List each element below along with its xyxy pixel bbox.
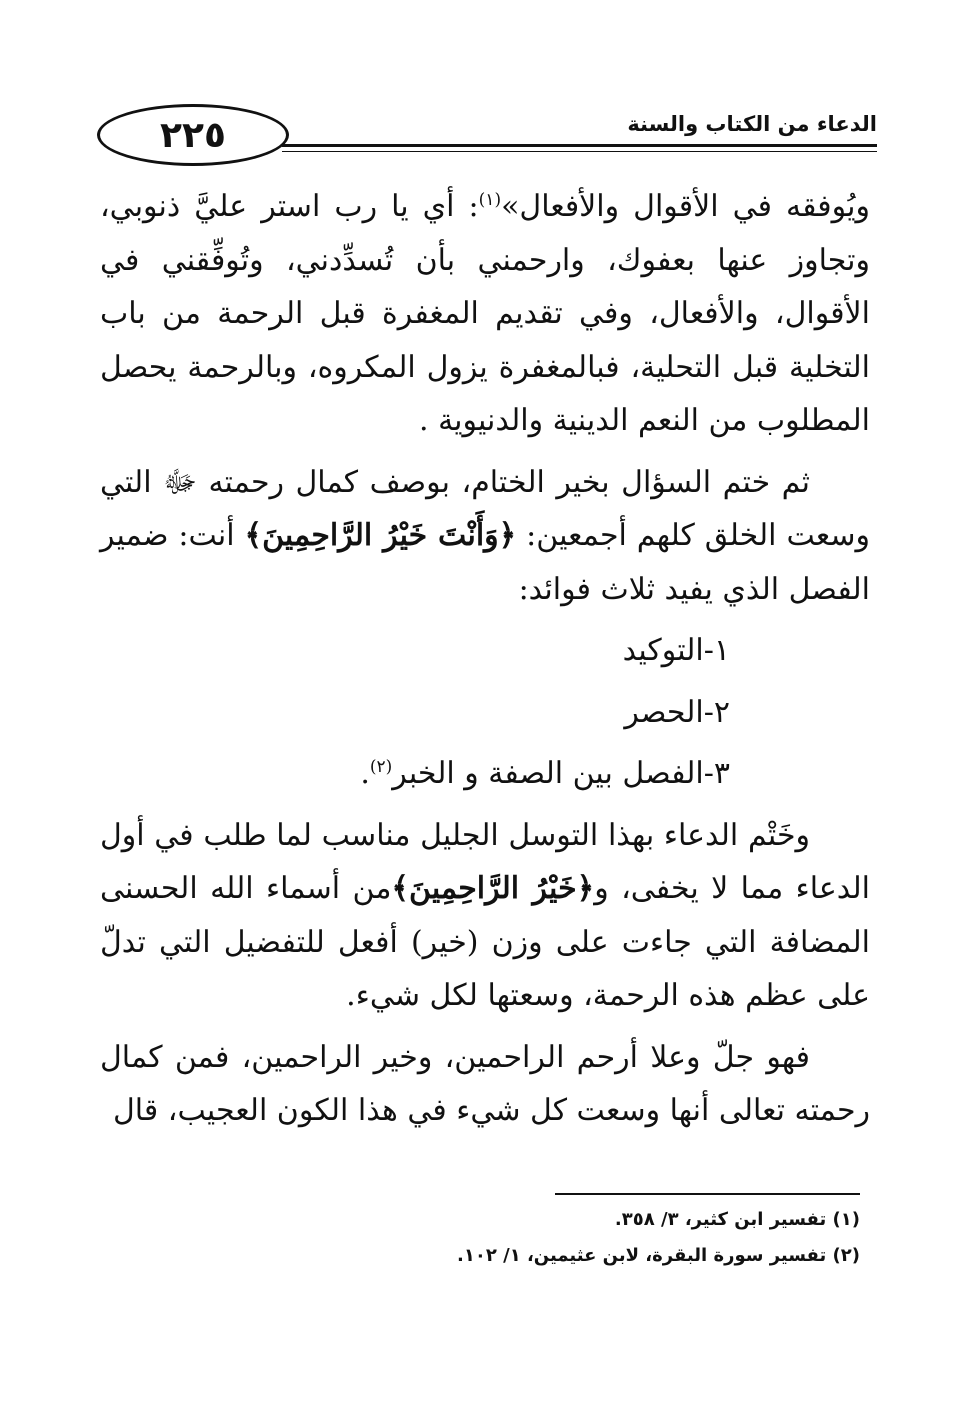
list-item-3 (100, 747, 870, 801)
footnote-ref-2: (٢) (369, 757, 393, 777)
header-rule-thin (282, 151, 877, 152)
header-rule-thick (282, 144, 877, 147)
paragraph-4: فهو جلّ وعلا أرحم الراحمين، وخير الراحمين، فمن كمال رحمته تعالى أنها وسعت كل شيء في هذا الكون العجيب، قال (100, 1039, 870, 1128)
list-item-1: ١-التوكيد (622, 633, 730, 668)
paragraph-3 (100, 809, 870, 1023)
main-text (100, 180, 870, 1146)
footnote-separator (555, 1193, 860, 1195)
paragraph-2 (100, 456, 870, 617)
footnote-1: (١) تفسير ابن كثير، ٣/ ٣٥٨. (614, 1209, 860, 1230)
paragraph-1 (100, 180, 870, 448)
page-number: ٢٢٥ (97, 104, 289, 166)
list-item-3-end: . (360, 756, 370, 791)
running-title: الدعاء من الكتاب والسنة (627, 112, 877, 136)
footnotes (100, 1202, 860, 1274)
footnote-2: (٢) تفسير سورة البقرة، لابن عثيمين، ١/ ١٠٢. (457, 1245, 860, 1266)
quran-verse-1: ﴿وَأَنْتَ خَيْرُ الرَّاحِمِينَ﴾ (244, 518, 517, 553)
paragraph-1-rest: : أي يا رب استر عليَّ ذنوبي، وتجاوز عنها بعفوك، وارحمني بأن تُسدِّدني، وتُوفِّقني في الأقوال، والأفعال، وفي تقديم المغفرة قبل الرحمة من باب التخلية قبل التحلية، فبالمغفرة يزول المكروه، وبالرحمة يحصل المطلوب من النعم الدينية والدنيوية . (100, 189, 870, 438)
paragraph-3-b: من أسماء الله الحسنى المضافة التي جاءت على وزن (خير) أفعل للتفضيل التي تدلّ على عظم هذه الرحمة، وسعتها لكل شيء. (100, 871, 870, 1013)
paragraph-3-a: وخَتْم الدعاء بهذا التوسل الجليل مناسب لما طلب في أول الدعاء مما لا يخفى، و (100, 817, 870, 906)
list-item-3-text: ٣-الفصل بين الصفة و الخبر (392, 756, 730, 791)
paragraph-1-start: ويُوفقه في الأقوال والأفعال» (501, 189, 870, 224)
list-item-2: ٢-الحصر (624, 694, 730, 730)
quran-verse-2: ﴿خَيْرُ الرَّاحِمِينَ﴾ (391, 871, 595, 906)
page-header (97, 104, 877, 174)
paragraph-2-a: ثم ختم السؤال بخير الختام، بوصف كمال رحمته ﷻ التي وسعت الخلق كلهم أجمعين: (100, 464, 870, 553)
footnote-ref-1: (١) (478, 190, 502, 210)
paragraph-2-b: أنت: ضمير الفصل الذي يفيد ثلاث فوائد: (100, 518, 870, 607)
